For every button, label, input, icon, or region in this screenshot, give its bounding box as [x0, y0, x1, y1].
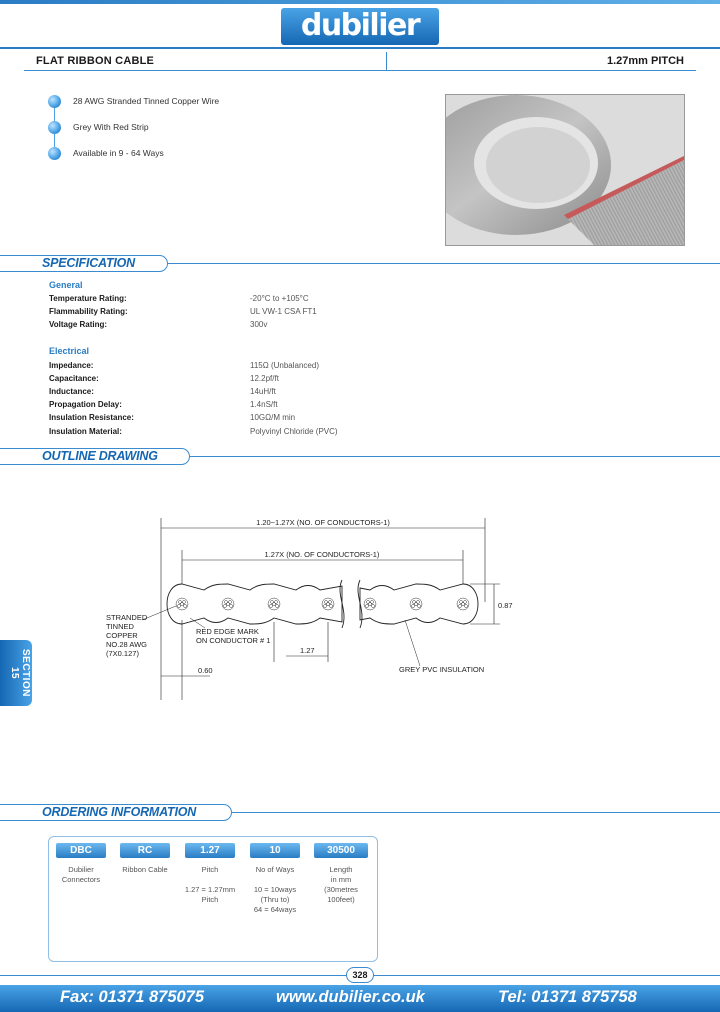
- feature-text: 28 AWG Stranded Tinned Copper Wire: [73, 96, 220, 106]
- spec-heading: SPECIFICATION: [42, 256, 136, 270]
- spec-value: 300v: [250, 320, 268, 329]
- feature-text: Available in 9 - 64 Ways: [73, 148, 164, 158]
- spec-value: 115Ω (Unbalanced): [250, 361, 319, 370]
- order-desc-ways: No of Ways 10 = 10ways (Thru to) 64 = 64ways: [253, 865, 297, 914]
- spec-electrical-heading: Electrical: [49, 346, 90, 356]
- thickness-text: 0.87: [498, 601, 513, 610]
- spec-value: -20°C to +105°C: [250, 294, 309, 303]
- red-edge-label-line: RED EDGE MARK: [196, 627, 259, 636]
- footer-website[interactable]: www.dubilier.co.uk: [276, 988, 425, 1006]
- spec-label: Impedance:: [49, 361, 94, 370]
- order-code-length: 30500: [314, 843, 368, 858]
- conductor-label-line: COPPER: [106, 631, 138, 640]
- order-code-pitch: 1.27: [185, 843, 235, 858]
- spec-label: Temperature Rating:: [49, 294, 127, 303]
- conductor-label-line: NO.28 AWG: [106, 640, 147, 649]
- wire-dim-text: 0.60: [198, 666, 213, 675]
- pitch-text: 1.27: [300, 646, 315, 655]
- span-dim-text: 1.27X (NO. OF CONDUCTORS-1): [264, 550, 380, 559]
- bullet-dot-icon: [48, 147, 61, 160]
- feature-item: [48, 88, 219, 114]
- conductor-label-line: (7X0.127): [106, 649, 139, 658]
- spec-value: 12.2pf/ft: [250, 374, 279, 383]
- spec-value: 1.4nS/ft: [250, 400, 278, 409]
- spec-label: Capacitance:: [49, 374, 99, 383]
- spec-value: UL VW-1 CSA FT1: [250, 307, 317, 316]
- spec-value: 14uH/ft: [250, 387, 276, 396]
- order-code-dbc: DBC: [56, 843, 106, 858]
- spec-general-heading: General: [49, 280, 83, 290]
- spec-label: Insulation Material:: [49, 427, 122, 436]
- header-accent-band: [0, 0, 720, 4]
- conductor-2: [222, 598, 234, 610]
- order-code-ways: 10: [250, 843, 300, 858]
- conductor-3: [268, 598, 280, 610]
- overall-dim-text: 1.20~1.27X (NO. OF CONDUCTORS-1): [256, 518, 390, 527]
- bullet-dot-icon: [48, 121, 61, 134]
- order-desc-length: Length in mm (30metres 100feet): [324, 865, 358, 904]
- insulation-label: GREY PVC INSULATION: [399, 665, 485, 674]
- spec-value: 10GΩ/M min: [250, 413, 296, 422]
- insulation-leader-line: [405, 620, 420, 666]
- brand-logo: dubilier: [300, 8, 420, 43]
- ordering-heading: ORDERING INFORMATION: [42, 805, 197, 819]
- conductor-4: [322, 598, 334, 610]
- conductor-label-line: TINNED: [106, 622, 134, 631]
- red-edge-label-line: ON CONDUCTOR # 1: [196, 636, 271, 645]
- bullet-dot-icon: [48, 95, 61, 108]
- outline-drawing: [90, 510, 650, 710]
- spec-label: Inductance:: [49, 387, 94, 396]
- spec-label: Flammability Rating:: [49, 307, 128, 316]
- header-rule: [0, 47, 720, 49]
- order-code-rc: RC: [120, 843, 170, 858]
- feature-list: [48, 88, 219, 166]
- feature-text: Grey With Red Strip: [73, 122, 149, 132]
- page-number: 328: [346, 967, 374, 983]
- product-pitch: 1.27mm PITCH: [606, 55, 684, 67]
- conductor-7: [457, 598, 469, 610]
- feature-item: [48, 140, 219, 166]
- title-rule: [24, 70, 696, 71]
- spec-label: Voltage Rating:: [49, 320, 108, 329]
- feature-item: [48, 114, 219, 140]
- spec-label: Propagation Delay:: [49, 400, 122, 409]
- section-side-label: SECTION 15: [9, 649, 31, 697]
- ribbon-cable-photo: [445, 94, 685, 246]
- product-title: FLAT RIBBON CABLE: [36, 55, 155, 67]
- cable-left-section: [167, 584, 342, 624]
- conductor-6: [410, 598, 422, 610]
- spec-label: Insulation Resistance:: [49, 413, 134, 422]
- spec-value: Polyvinyl Chloride (PVC): [250, 427, 338, 436]
- order-desc-pitch: Pitch 1.27 = 1.27mm Pitch: [184, 865, 236, 904]
- conductor-label-line: STRANDED: [106, 613, 148, 622]
- title-divider: [386, 52, 387, 70]
- footer-fax: Fax: 01371 875075: [60, 988, 205, 1006]
- ribbon-cable-photo-icon: [446, 95, 685, 246]
- order-desc-rc: Ribbon Cable: [122, 865, 168, 874]
- conductor-5: [364, 598, 376, 610]
- footer-tel: Tel: 01371 875758: [498, 988, 637, 1006]
- conductor-1: [176, 598, 188, 610]
- order-desc-dbc: Dubilier Connectors: [61, 865, 101, 884]
- outline-heading: OUTLINE DRAWING: [42, 449, 158, 463]
